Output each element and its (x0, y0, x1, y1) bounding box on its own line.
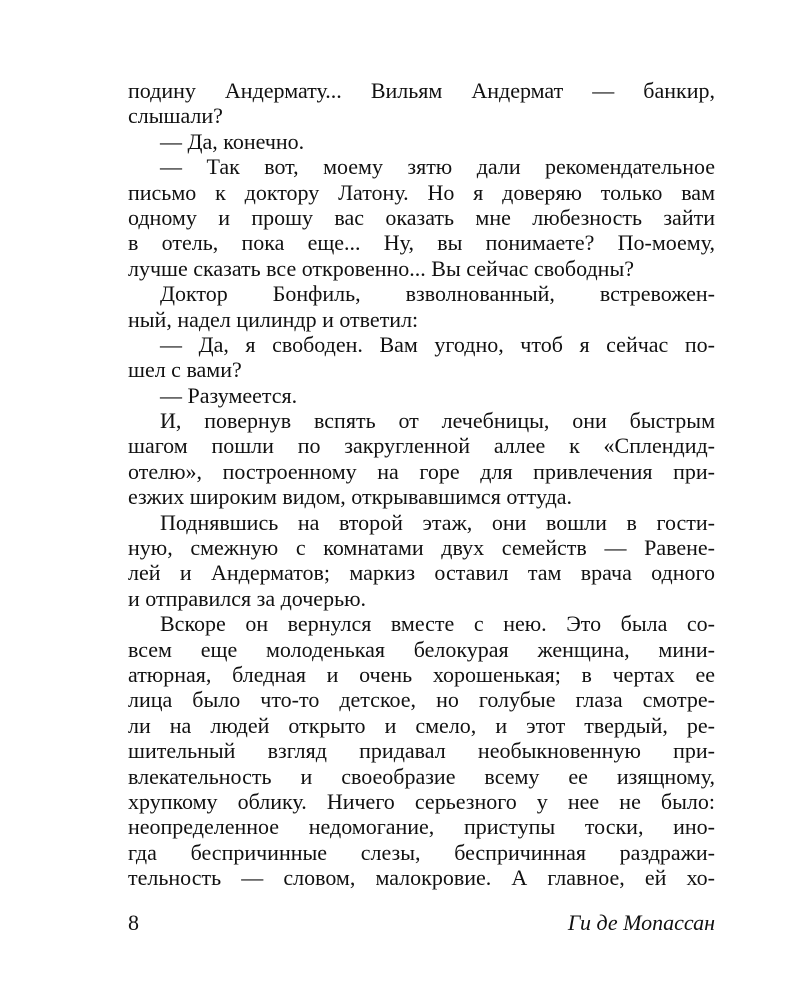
text-line: — Так вот, моему зятю дали рекомендательное (160, 154, 715, 180)
text-line: езжих широким видом, открывавшимся оттуда. (128, 484, 573, 510)
text-line: хрупкому облику. Ничего серьезного у нее не было: (128, 788, 715, 814)
body-text (128, 78, 715, 891)
text-line: ную, смежную с комнатами двух семейств — Равене- (128, 535, 715, 561)
text-line: лучше сказать все откровенно... Вы сейчас свободны? (128, 255, 634, 281)
text-line: тельность — словом, малокровие. А главное, ей хо- (128, 865, 715, 891)
text-line: неопределенное недомогание, приступы тоски, ино- (128, 814, 715, 840)
text-line: — Да, я свободен. Вам угодно, чтоб я сейчас по- (160, 331, 715, 357)
text-line: Доктор Бонфиль, взволнованный, встревожен- (160, 281, 715, 307)
text-line: шительный взгляд придавал необыкновенную при- (128, 738, 715, 764)
text-line: лей и Андерматов; маркиз оставил там врача одного (128, 560, 715, 586)
text-line: в отель, пока еще... Ну, вы понимаете? По-моему, (128, 230, 715, 256)
text-line: и отправился за дочерью. (128, 585, 367, 611)
text-line: влекательность и своеобразие всему ее изящному, (128, 763, 715, 789)
text-line: — Разумеется. (160, 382, 298, 408)
text-line: шагом пошли по закругленной аллее к «Сплендид- (128, 433, 715, 459)
text-line: лица было что-то детское, но голубые глаза смотре- (128, 687, 715, 713)
text-line: шел с вами? (128, 357, 242, 383)
text-line: всем еще молоденькая белокурая женщина, мини- (128, 636, 715, 662)
text-line: атюрная, бледная и очень хорошенькая; в чертах ее (128, 661, 715, 687)
text-line: ли на людей открыто и смело, и этот твердый, ре- (128, 712, 715, 738)
text-line: подину Андермату... Вильям Андермат — банкир, (128, 78, 715, 103)
text-line: слышали? (128, 103, 223, 129)
text-line: Поднявшись на второй этаж, они вошли в гости- (160, 509, 715, 535)
text-line: И, повернув вспять от лечебницы, они быстрым (160, 408, 715, 434)
text-line: отелю», построенному на горе для привлечения при- (128, 458, 715, 484)
text-line: — Да, конечно. (160, 128, 305, 154)
text-line: ный, надел цилиндр и ответил: (128, 306, 419, 332)
text-line: письмо к доктору Латону. Но я доверяю только вам (128, 179, 715, 205)
text-line: одному и прошу вас оказать мне любезность зайти (128, 204, 715, 230)
running-footer-author: Ги де Мопассан (567, 910, 715, 935)
text-line: Вскоре он вернулся вместе с нею. Это была со- (160, 611, 715, 637)
page-number: 8 (128, 910, 139, 935)
text-line: гда беспричинные слезы, беспричинная раздражи- (128, 839, 715, 865)
